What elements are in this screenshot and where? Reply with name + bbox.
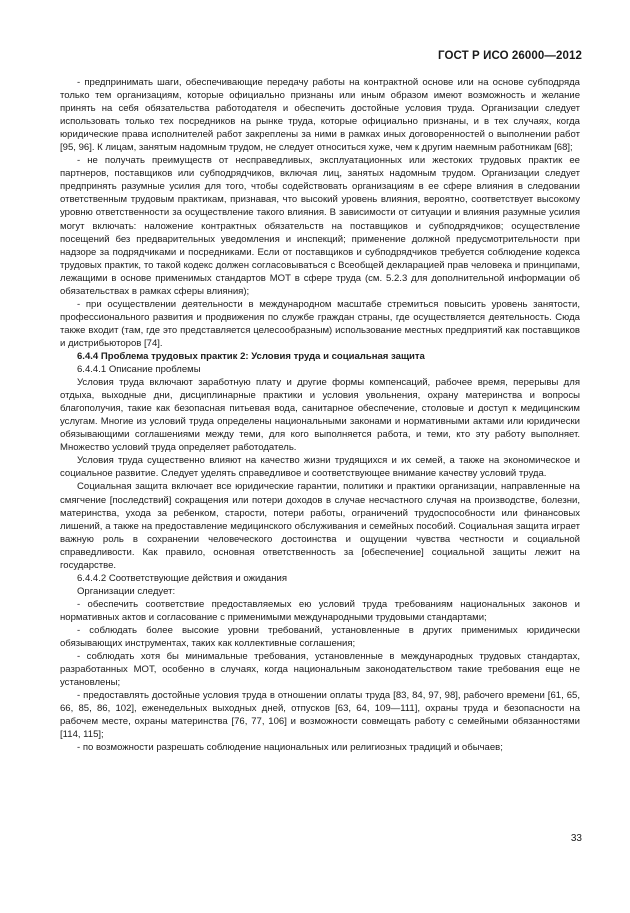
page-number: 33	[570, 833, 582, 844]
paragraph-working-conditions: Условия труда включают заработную плату и другие формы компенсаций, рабочее время, перерывы для отдыха, выходные дни, дисциплинарные практики и условия увольнения, охрану материнства и вопросы благополучия, такие как безопасная питьевая вода, санитарное обеспечение, столовые и доступ к медицинским услугам. Многие из условий труда определены национальными законами и нормативными актами или юридически обязывающими соглашениями между теми, для кого выполняется работа, и теми, кто эту работу выполняет. Множество условий труда определяет работодатель.	[60, 377, 580, 454]
bullet-subcontracting: - предпринимать шаги, обеспечивающие передачу работы на контрактной основе или на основе субподряда только тем организациям, которые официально признаны или иным образом имеют возможность и желание принять на себя обязательства работодателя и обеспечить достойные условия труда. Организации следует использовать только тех посредников на рынке труда, которые официально признаны, и в тех случаях, когда юридические права исполнителей работ закреплены за ними в рамках иных договоренностей о выполнении работ [95, 96]. К лицам, занятым надомным трудом, не следует относиться хуже, чем к другим наемным работникам [68];	[60, 77, 580, 154]
subsection-heading-actions: 6.4.4.2 Соответствующие действия и ожидания	[77, 572, 287, 584]
paragraph-organization-should: Организации следует:	[77, 585, 176, 597]
section-heading: 6.4.4 Проблема трудовых практик 2: Условия труда и социальная защита	[77, 350, 425, 362]
bullet-no-unfair-advantage: - не получать преимуществ от несправедливых, эксплуатационных или жестоких трудовых практик ее партнеров, поставщиков или субподрядчиков, включая лиц, занятых надомным трудом. Организации следует предпринять разумные усилия для того, чтобы содействовать организациям в ее сфере влияния в следовании ответственным трудовым практикам, признавая, что высокий уровень влияния, вероятно, соответствует высокому уровню ответственности за осуществление такого влияния. В зависимости от ситуации и влияния разумные усилия могут включать: наложение контрактных обязательств на поставщиков и субподрядчиков; осуществление посещений без предварительных уведомления и инспекций; применение должной предусмотрительности при надзоре за подрядчиками и посредниками. Если от поставщиков и субподрядчиков требуется соблюдение кодекса трудовых практик, то такой кодекс должен согласовываться с Всеобщей декларацией прав человека и принципами, лежащими в основе применимых стандартов МОТ в сфере труда (см. 5.2.3 для дополнительной информации об обязательствах в рамках сферы влияния);	[60, 155, 580, 297]
page-body	[60, 76, 580, 754]
bullet-traditions: - по возможности разрешать соблюдение национальных или религиозных традиций и обычаев;	[77, 742, 503, 754]
bullet-international-employment: - при осуществлении деятельности в международном масштабе стремиться повысить уровень занятости, профессионального развития и продвижения по службе граждан страны, где осуществляется деятельность. Сюда также входит (там, где это представляется целесообразным) использование местных предприятий как поставщиков и дистрибьюторов [74].	[60, 298, 580, 349]
bullet-decent-conditions: - предоставлять достойные условия труда в отношении оплаты труда [83, 84, 97, 98], рабочего времени [61, 65, 66, 85, 86, 102], еженедельных выходных дней, отпусков [63, 64, 109—111], охраны труда и безопасности на рабочем месте, охраны материнства [76, 77, 106] и возможности совмещать работу с семейными обязанностями [114, 115];	[60, 690, 580, 741]
bullet-national-laws: - обеспечить соответствие предоставляемых ею условий труда требованиям национальных законов и нормативных актов и согласование с применимыми международными трудовыми стандартами;	[60, 598, 580, 623]
subsection-heading-description: 6.4.4.1 Описание проблемы	[77, 364, 201, 376]
bullet-minimum-requirements: - соблюдать хотя бы минимальные требования, установленные в международных трудовых стандартах, разработанных МОТ, особенно в случаях, когда национальным законодательством такие требования еще не установлены;	[60, 651, 580, 689]
paragraph-quality-of-life: Условия труда существенно влияют на качество жизни трудящихся и их семей, а также на экономическое и социальное развитие. Следует уделять справедливое и соответствующее внимание качеству условий труда.	[60, 455, 580, 480]
bullet-higher-requirements: - соблюдать более высокие уровни требований, установленные в других применимых юридически обязывающих инструментах, таких как коллективные соглашения;	[60, 624, 580, 650]
document-standard-id: ГОСТ Р ИСО 26000—2012	[437, 50, 582, 62]
paragraph-social-protection: Социальная защита включает все юридические гарантии, политики и практики организации, направленные на смягчение [последствий] сокращения или потери доходов в случае несчастного случая на производстве, болезни, материнства, ухода за ребенком, старости, потери работы, ограничений трудоспособности или финансовых лишений, а также на предоставление медицинского обслуживания и семейных пособий. Социальная защита играет важную роль в сохранении человеческого достоинства и ощущении чувства честности и социальной справедливости. Как правило, основная ответственность за [обеспечение] социальной защиты лежит на государстве.	[60, 481, 580, 571]
